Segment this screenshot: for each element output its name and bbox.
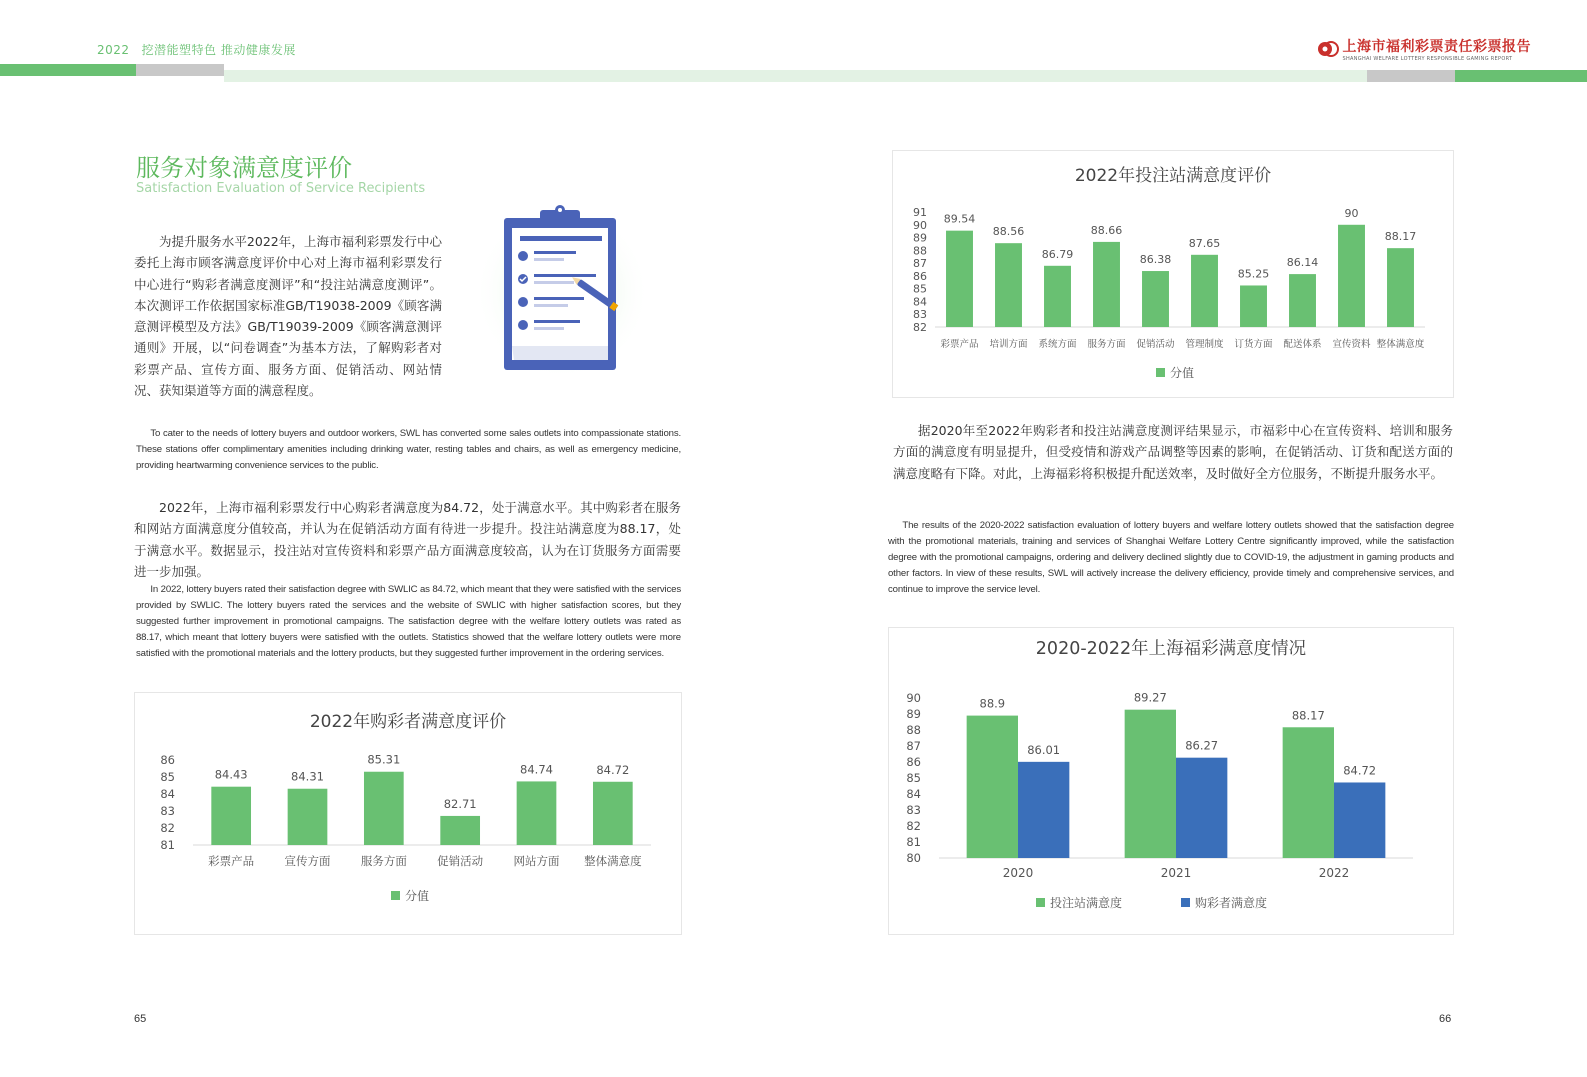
lottery-logo — [1317, 36, 1532, 62]
data-label: 87.65 — [1188, 236, 1221, 250]
data-label: 85.25 — [1237, 267, 1270, 281]
bar-分值 — [1387, 248, 1414, 327]
chart-title: 2022年购彩者满意度评价 — [309, 712, 507, 732]
data-label: 86.01 — [1027, 742, 1061, 757]
y-tick-label: 90 — [906, 691, 921, 705]
y-tick-label: 81 — [160, 838, 175, 852]
bar-分值 — [517, 781, 557, 845]
y-tick-label: 85 — [160, 770, 175, 784]
y-tick-label: 89 — [906, 707, 921, 721]
x-category-label: 宣传方面 — [284, 854, 331, 868]
bar-分值 — [211, 787, 251, 845]
legend-swatch — [1181, 898, 1190, 907]
bar-分值 — [1093, 242, 1120, 327]
bar-分值 — [946, 231, 973, 327]
bar-分值 — [440, 816, 480, 845]
logo-subtitle: SHANGHAI WELFARE LOTTERY RESPONSIBLE GAMING REPORT — [1342, 56, 1513, 62]
data-label: 86.38 — [1139, 253, 1172, 267]
bar-分值 — [1142, 271, 1169, 327]
bar-投注站满意度 — [967, 716, 1018, 858]
clipboard-checklist-icon — [470, 200, 650, 380]
y-tick-label: 80 — [906, 851, 921, 865]
bar-购彩者满意度 — [1176, 758, 1227, 858]
right-paragraph-1-en: The results of the 2020-2022 satisfaction evaluation of lottery buyers and welfare lottery outlets showed that the satisfaction degree with the promotional materials, training and services of Shanghai Welfare Lottery Centre significantly improved, while the satisfaction degree with the promotional campaigns, ordering and delivery declined slightly due to COVID-19, the adjustment in gaming products and other factors. In view of these results, SWL will actively increase the delivery efficiency, provide timely and comprehensive services, and continue to improve the service level. — [888, 520, 1454, 595]
y-tick-label: 82 — [913, 321, 927, 334]
x-category-label: 彩票产品 — [940, 339, 979, 350]
bar-投注站满意度 — [1125, 710, 1176, 858]
data-label: 88.17 — [1384, 230, 1417, 244]
legend-label: 投注站满意度 — [1050, 896, 1123, 910]
data-label: 89.54 — [943, 212, 976, 226]
y-tick-label: 84 — [906, 787, 921, 801]
y-tick-label: 87 — [906, 739, 921, 753]
data-label: 85.31 — [367, 752, 401, 767]
y-tick-label: 83 — [160, 804, 175, 818]
bar-分值 — [1289, 274, 1316, 327]
y-tick-label: 86 — [913, 269, 927, 283]
y-tick-label: 81 — [906, 835, 921, 849]
header-year: 2022 — [97, 43, 130, 57]
y-tick-label: 85 — [906, 771, 921, 785]
bar-购彩者满意度 — [1018, 762, 1069, 858]
data-label: 86.79 — [1041, 247, 1074, 261]
bar-分值 — [593, 782, 633, 845]
y-tick-label: 84 — [160, 787, 175, 801]
legend-label: 分值 — [1170, 366, 1195, 380]
y-tick-label: 89 — [913, 231, 927, 245]
data-label: 88.9 — [979, 696, 1006, 711]
y-tick-label: 83 — [913, 308, 927, 322]
page-number-left: 65 — [134, 1013, 147, 1025]
lottery-logo-icon — [1317, 39, 1339, 59]
bar-分值 — [1338, 225, 1365, 327]
legend-label: 分值 — [405, 889, 430, 903]
bar-分值 — [288, 789, 328, 845]
data-label: 84.72 — [596, 762, 630, 777]
legend-label: 购彩者满意度 — [1195, 896, 1268, 910]
y-tick-label: 85 — [913, 282, 927, 296]
x-category-label: 服务方面 — [1087, 339, 1126, 350]
y-tick-label: 90 — [913, 218, 927, 232]
bar-分值 — [1191, 255, 1218, 327]
data-label: 84.74 — [520, 762, 553, 777]
header-green-bar-left — [0, 64, 136, 76]
chart-trend-satisfaction — [888, 627, 1454, 935]
clipboard-illustration — [470, 200, 650, 380]
chart-buyers-satisfaction — [134, 692, 682, 935]
x-category-label: 网站方面 — [513, 854, 560, 868]
x-category-label: 配送体系 — [1283, 339, 1322, 350]
x-category-label: 培训方面 — [989, 339, 1028, 350]
data-label: 86.14 — [1286, 256, 1319, 270]
x-category-label: 促销活动 — [1136, 339, 1175, 350]
x-category-label: 彩票产品 — [208, 854, 255, 868]
right-paragraph-1-cn: 据2020年至2022年购彩者和投注站满意度测评结果显示，市福彩中心在宣传资料、培训和服务方面的满意度有明显提升，但受疫情和游戏产品调整等因素的影响，在促销活动、订货和配送方面的满意度略有下降。对此，上海福彩将积极提升配送效率，及时做好全方位服务，不断提升服务水平。 — [893, 423, 1453, 481]
logo-title: 上海市福利彩票责任彩票报告 — [1342, 39, 1531, 55]
y-tick-label: 82 — [160, 821, 175, 835]
data-label: 84.72 — [1343, 763, 1377, 778]
data-label: 84.31 — [291, 769, 324, 784]
data-label: 88.66 — [1090, 223, 1123, 237]
header-slogan-text: 挖潜能塑特色 推动健康发展 — [141, 43, 296, 57]
bar-分值 — [1240, 285, 1267, 327]
section-subtitle: Satisfaction Evaluation of Service Recipients — [136, 181, 426, 196]
header-gray-bar-right — [1367, 70, 1455, 82]
header-green-bar-right — [1455, 70, 1587, 82]
chart-outlets-satisfaction — [892, 150, 1454, 398]
left-paragraph-2-en: In 2022, lottery buyers rated their satisfaction degree with SWLIC as 84.72, which meant that they were satisfied with the services provided by SWLIC. The lottery buyers rated the services and the website of SWLIC with higher satisfaction scores, but they suggested further improvement in promotional campaigns. The satisfaction degree with the welfare lottery outlets was rated as 88.17, which meant that lottery buyers were satisfied with the outlets. Statistics showed that the welfare lottery outlets were more satisfied with the promotional materials and the lottery products, but they suggested further improvement in the ordering services. — [136, 584, 681, 659]
x-category-label: 整体满意度 — [584, 854, 642, 868]
chart-buyers-svg — [135, 693, 681, 934]
y-tick-label: 86 — [160, 753, 175, 767]
chart-outlets-svg — [893, 151, 1453, 397]
y-tick-label: 83 — [906, 803, 921, 817]
chart-title: 2020-2022年上海福彩满意度情况 — [1035, 639, 1307, 659]
x-category-label: 宣传资料 — [1332, 339, 1371, 350]
x-category-label: 管理制度 — [1185, 339, 1224, 350]
legend-swatch — [1036, 898, 1045, 907]
data-label: 88.56 — [992, 225, 1025, 239]
y-tick-label: 84 — [913, 295, 927, 309]
bar-分值 — [1044, 266, 1071, 327]
y-tick-label: 86 — [906, 755, 921, 769]
bar-购彩者满意度 — [1334, 782, 1385, 858]
x-category-label: 整体满意度 — [1376, 339, 1425, 350]
y-tick-label: 88 — [906, 723, 921, 737]
y-tick-label: 88 — [913, 244, 927, 258]
chart-title: 2022年投注站满意度评价 — [1074, 166, 1272, 186]
header-gray-bar-left — [136, 64, 224, 76]
data-label: 86.27 — [1185, 738, 1219, 753]
section-title: 服务对象满意度评价 — [136, 154, 352, 182]
x-category-label: 系统方面 — [1038, 339, 1077, 350]
data-label: 89.27 — [1133, 690, 1167, 705]
x-category-label: 2020 — [1002, 866, 1034, 880]
x-category-label: 服务方面 — [360, 854, 407, 868]
legend-swatch — [391, 891, 400, 900]
bar-分值 — [995, 243, 1022, 327]
data-label: 82.71 — [443, 796, 477, 811]
left-paragraph-1-cn: 为提升服务水平2022年，上海市福利彩票发行中心委托上海市顾客满意度评价中心对上海市福利彩票发行中心进行“购彩者满意度测评”和“投注站满意度测评”。本次测评工作依据国家标准GB/T19038-2009《顾客满意测评模型及方法》GB/T19039-2009《顾客满意测评通则》开展，以“问卷调查”为基本方法，了解购彩者对彩票产品、宣传方面、服务方面、促销活动、网站情况、获知渠道等方面的满意程度。 — [134, 234, 442, 399]
x-category-label: 2022 — [1318, 866, 1350, 880]
bar-分值 — [364, 772, 404, 845]
header-slogan — [97, 41, 308, 58]
y-tick-label: 91 — [913, 206, 927, 219]
left-paragraph-2-cn: 2022年，上海市福利彩票发行中心购彩者满意度为84.72，处于满意水平。其中购彩者在服务和网站方面满意度分值较高，并认为在促销活动方面有待进一步提升。投注站满意度为88.17，处于满意水平。数据显示，投注站对宣传资料和彩票产品方面满意度较高，认为在订货服务方面需要进一步加强。 — [134, 500, 681, 579]
data-label: 88.17 — [1291, 708, 1325, 723]
page-number-right: 66 — [1439, 1013, 1452, 1025]
x-category-label: 订货方面 — [1234, 339, 1273, 350]
legend-swatch — [1156, 368, 1165, 377]
left-paragraph-1-en: To cater to the needs of lottery buyers and outdoor workers, SWL has converted some sales outlets into compassionate stations. These stations offer complimentary amenities including drinking water, resting tables and chairs, as well as emergency medicine, providing heartwarming convenience services to the public. — [136, 428, 681, 471]
data-label: 90 — [1344, 206, 1359, 220]
x-category-label: 促销活动 — [437, 854, 484, 868]
x-category-label: 2021 — [1160, 866, 1192, 880]
data-label: 84.43 — [214, 767, 248, 782]
bar-投注站满意度 — [1283, 727, 1334, 858]
chart-trend-svg — [889, 628, 1453, 934]
y-tick-label: 87 — [913, 257, 927, 271]
y-tick-label: 82 — [906, 819, 921, 833]
